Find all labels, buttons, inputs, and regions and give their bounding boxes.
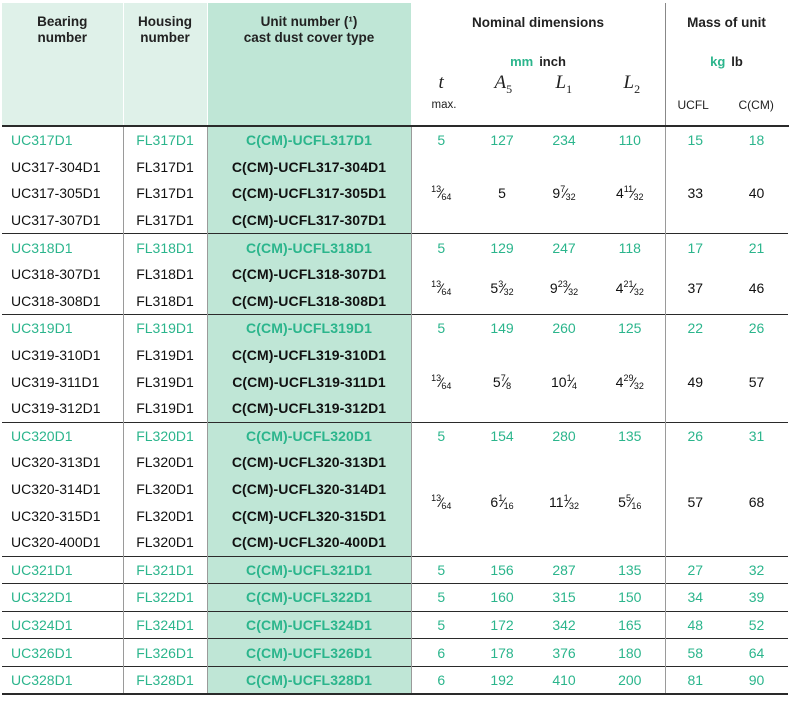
unit-number-cell: C(CM)-UCFL320-315D1 xyxy=(207,502,411,529)
symbol-t: t xyxy=(438,72,444,93)
bearing-number-cell: UC320-313D1 xyxy=(11,454,101,471)
fraction-value: $^{13}$⁄64 xyxy=(431,278,452,297)
table-row xyxy=(2,342,788,369)
bearing-number-cell: UC324D1 xyxy=(2,611,123,639)
symbol-l1: $L_1$ xyxy=(555,72,573,96)
housing-number-cell: FL319D1 xyxy=(123,315,207,342)
dim-l1-cell-inch xyxy=(533,154,595,234)
unit-number-cell: C(CM)-UCFL319-312D1 xyxy=(207,395,411,422)
housing-number-cell: FL317D1 xyxy=(123,180,207,207)
mass-ucfl-cell: 17 xyxy=(665,234,725,261)
dim-l1-cell: 280 xyxy=(533,422,595,449)
dim-a5-cell: 160 xyxy=(471,584,533,612)
mass-ucfl-cell: 34 xyxy=(665,584,725,612)
unit-number-cell: C(CM)-UCFL319-310D1 xyxy=(207,342,411,369)
unit-number-cell: C(CM)-UCFL322D1 xyxy=(207,584,411,612)
dim-a5-cell: 156 xyxy=(471,556,533,584)
fraction-value: 9$^7$⁄32 xyxy=(552,184,576,203)
housing-number-cell: FL317D1 xyxy=(123,126,207,154)
mass-ccm-cell-inch: 68 xyxy=(748,494,765,511)
mass-ucfl-cell: 81 xyxy=(665,666,725,694)
mass-ucfl-cell-inch: 57 xyxy=(665,449,725,556)
mass-ucfl-cell: 22 xyxy=(665,315,725,342)
fraction-value: 4$^{29}$⁄32 xyxy=(615,372,644,391)
mass-ccm-cell: 52 xyxy=(725,611,788,639)
dim-a5-cell: 178 xyxy=(471,639,533,667)
dim-l1-cell: 376 xyxy=(533,639,595,667)
table-row xyxy=(2,611,788,639)
dim-l1-cell: 315 xyxy=(533,584,595,612)
unit-number-cell: C(CM)-UCFL319-311D1 xyxy=(207,368,411,395)
bearing-number-cell: UC326D1 xyxy=(2,639,123,667)
table-row xyxy=(2,154,788,181)
bearing-number-cell: UC317-307D1 xyxy=(11,212,101,229)
dim-a5-cell: 192 xyxy=(471,666,533,694)
table-row xyxy=(2,315,788,342)
unit-number-cell: C(CM)-UCFL317-307D1 xyxy=(207,207,411,234)
unit-number-cell: C(CM)-UCFL326D1 xyxy=(207,639,411,667)
header-row xyxy=(2,3,788,126)
housing-number-cell: FL317D1 xyxy=(123,154,207,181)
dim-l1-cell: 287 xyxy=(533,556,595,584)
mass-ucfl-cell-inch: 33 xyxy=(665,154,725,234)
housing-number-cell: FL320D1 xyxy=(123,502,207,529)
dim-t-cell: 5 xyxy=(411,584,471,612)
mass-ccm-cell: 64 xyxy=(725,639,788,667)
dim-l1-cell-inch xyxy=(533,342,595,422)
mass-ccm-cell: 18 xyxy=(725,126,788,154)
bearing-number-cell: UC328D1 xyxy=(2,666,123,694)
dim-l2-cell-inch xyxy=(595,342,665,422)
housing-number-cell: FL322D1 xyxy=(123,584,207,612)
housing-number-cell: FL326D1 xyxy=(123,639,207,667)
unit-number-cell: C(CM)-UCFL320D1 xyxy=(207,422,411,449)
dim-l1-cell: 234 xyxy=(533,126,595,154)
dim-l1-cell-inch xyxy=(533,449,595,556)
mass-ccm-cell-inch: 40 xyxy=(748,185,765,202)
mass-units xyxy=(666,54,788,70)
unit-mm: mm xyxy=(510,54,534,69)
unit-number-cell: C(CM)-UCFL318-307D1 xyxy=(207,261,411,288)
housing-number-cell: FL320D1 xyxy=(123,422,207,449)
dim-a5-cell: 149 xyxy=(471,315,533,342)
header-unit-number: Unit number (¹) cast dust cover type xyxy=(207,3,411,126)
symbol-t-max: max. xyxy=(431,99,457,111)
dim-t-cell: 5 xyxy=(411,126,471,154)
mass-ucfl-cell: 48 xyxy=(665,611,725,639)
fraction-value: 5$^7$⁄8 xyxy=(492,372,512,391)
mass-ccm-cell: 31 xyxy=(725,422,788,449)
dim-l2-cell: 200 xyxy=(595,666,665,694)
dim-l2-cell-inch xyxy=(595,261,665,315)
bearing-number-cell: UC320D1 xyxy=(2,422,123,449)
unit-lb: lb xyxy=(731,54,743,69)
symbol-l2: $L_2$ xyxy=(623,72,641,96)
mass-ucfl-cell-inch: 49 xyxy=(665,342,725,422)
dim-l2-cell: 125 xyxy=(595,315,665,342)
fraction-value: 6$^1$⁄16 xyxy=(490,493,514,512)
fraction-value: 5$^3$⁄32 xyxy=(490,278,514,297)
mass-col-ccm: C(CM) xyxy=(738,98,774,112)
table-row xyxy=(2,666,788,694)
bearing-number-cell: UC319-310D1 xyxy=(11,347,101,364)
housing-number-cell: FL328D1 xyxy=(123,666,207,694)
housing-number-cell: FL318D1 xyxy=(123,261,207,288)
dim-t-cell-inch xyxy=(411,261,471,315)
unit-number-cell: C(CM)-UCFL324D1 xyxy=(207,611,411,639)
dim-a5-cell: 129 xyxy=(471,234,533,261)
dim-t-cell: 5 xyxy=(411,234,471,261)
dim-a5-cell-inch xyxy=(471,342,533,422)
housing-number-cell: FL320D1 xyxy=(123,449,207,476)
dim-t-cell: 5 xyxy=(411,422,471,449)
unit-number-cell: C(CM)-UCFL320-314D1 xyxy=(207,476,411,503)
dim-a5-cell-inch xyxy=(471,154,533,234)
mass-ucfl-cell: 26 xyxy=(665,422,725,449)
housing-number-cell: FL319D1 xyxy=(123,368,207,395)
mass-ucfl-cell-inch: 37 xyxy=(665,261,725,315)
housing-number-cell: FL321D1 xyxy=(123,556,207,584)
dim-t-cell: 5 xyxy=(411,315,471,342)
table-row xyxy=(2,639,788,667)
bearing-number-cell: UC320-314D1 xyxy=(11,481,101,498)
housing-number-cell: FL319D1 xyxy=(123,342,207,369)
unit-number-cell: C(CM)-UCFL318-308D1 xyxy=(207,288,411,315)
dim-l1-cell: 260 xyxy=(533,315,595,342)
mass-ccm-cell: 26 xyxy=(725,315,788,342)
table-row xyxy=(2,261,788,288)
nominal-dimensions-title: Nominal dimensions xyxy=(471,15,605,30)
bearing-number-cell: UC320-400D1 xyxy=(11,534,101,551)
dim-l1-cell: 247 xyxy=(533,234,595,261)
fraction-value: $^{13}$⁄64 xyxy=(431,372,452,391)
housing-number-cell: FL318D1 xyxy=(123,234,207,261)
fraction-value: 11$^1$⁄32 xyxy=(549,493,579,512)
mass-ccm-cell-inch: 57 xyxy=(748,373,765,390)
mass-ucfl-cell: 27 xyxy=(665,556,725,584)
mass-ccm-cell: 21 xyxy=(725,234,788,261)
bearing-number-cell: UC322D1 xyxy=(2,584,123,612)
unit-number-cell: C(CM)-UCFL317D1 xyxy=(207,126,411,154)
mass-ccm-cell: 90 xyxy=(725,666,788,694)
dim-l1-cell-inch xyxy=(533,261,595,315)
fraction-value: 9$^{23}$⁄32 xyxy=(549,278,579,297)
fraction-value: 5 xyxy=(498,185,506,202)
fraction-value: 10$^1$⁄4 xyxy=(551,372,577,391)
unit-number-cell: C(CM)-UCFL321D1 xyxy=(207,556,411,584)
bearing-number-cell: UC317-304D1 xyxy=(11,158,101,175)
dim-a5-cell-inch xyxy=(471,261,533,315)
unit-number-cell: C(CM)-UCFL317-304D1 xyxy=(207,154,411,181)
table-row xyxy=(2,422,788,449)
bearing-number-cell: UC319-312D1 xyxy=(11,400,101,417)
fraction-value: $^{13}$⁄64 xyxy=(431,184,452,203)
fraction-value: 5$^5$⁄16 xyxy=(618,493,642,512)
dim-l2-cell: 110 xyxy=(595,126,665,154)
header-bearing-number: Bearing number xyxy=(2,3,123,126)
dim-t-cell: 5 xyxy=(411,556,471,584)
dim-l2-cell: 135 xyxy=(595,422,665,449)
table-row xyxy=(2,449,788,476)
fraction-value: 4$^{11}$⁄32 xyxy=(616,184,644,203)
dim-a5-cell: 172 xyxy=(471,611,533,639)
dim-l2-cell: 165 xyxy=(595,611,665,639)
dim-t-cell-inch xyxy=(411,154,471,234)
dim-t-cell: 5 xyxy=(411,611,471,639)
bearing-number-cell: UC320-315D1 xyxy=(11,507,101,524)
housing-number-cell: FL319D1 xyxy=(123,395,207,422)
bearing-number-cell: UC319-311D1 xyxy=(11,373,100,390)
header-mass-of-unit xyxy=(665,3,788,126)
dim-l1-cell: 410 xyxy=(533,666,595,694)
dimension-units xyxy=(412,54,665,70)
housing-number-cell: FL324D1 xyxy=(123,611,207,639)
bearing-number-cell: UC317-305D1 xyxy=(11,185,101,202)
fraction-value: 4$^{21}$⁄32 xyxy=(615,278,644,297)
table-row xyxy=(2,556,788,584)
bearing-number-cell: UC318-308D1 xyxy=(11,292,101,309)
mass-ccm-cell: 32 xyxy=(725,556,788,584)
unit-number-cell: C(CM)-UCFL317-305D1 xyxy=(207,180,411,207)
mass-ucfl-cell: 58 xyxy=(665,639,725,667)
unit-number-cell: C(CM)-UCFL319D1 xyxy=(207,315,411,342)
dim-a5-cell: 154 xyxy=(471,422,533,449)
housing-number-cell: FL320D1 xyxy=(123,476,207,503)
dim-t-cell: 6 xyxy=(411,666,471,694)
bearing-number-cell: UC317D1 xyxy=(2,126,123,154)
dim-a5-cell: 127 xyxy=(471,126,533,154)
dim-l2-cell: 135 xyxy=(595,556,665,584)
housing-number-cell: FL317D1 xyxy=(123,207,207,234)
mass-of-unit-title: Mass of unit xyxy=(687,15,766,30)
mass-ccm-cell-inch: 46 xyxy=(748,279,765,296)
dim-l2-cell: 118 xyxy=(595,234,665,261)
table-row xyxy=(2,126,788,154)
dim-a5-cell-inch xyxy=(471,449,533,556)
unit-number-cell: C(CM)-UCFL320-313D1 xyxy=(207,449,411,476)
table-row xyxy=(2,234,788,261)
unit-number-cell: C(CM)-UCFL328D1 xyxy=(207,666,411,694)
bearing-number-cell: UC318D1 xyxy=(2,234,123,261)
unit-dimensions-table xyxy=(2,3,789,695)
table-row xyxy=(2,584,788,612)
dim-l2-cell-inch xyxy=(595,154,665,234)
unit-kg: kg xyxy=(710,54,726,69)
mass-ucfl-cell: 15 xyxy=(665,126,725,154)
dim-l2-cell: 180 xyxy=(595,639,665,667)
unit-inch: inch xyxy=(539,54,566,69)
bearing-number-cell: UC319D1 xyxy=(2,315,123,342)
unit-number-cell: C(CM)-UCFL320-400D1 xyxy=(207,529,411,556)
bearing-number-cell: UC318-307D1 xyxy=(11,266,101,283)
unit-number-cell: C(CM)-UCFL318D1 xyxy=(207,234,411,261)
header-housing-number: Housing number xyxy=(123,3,207,126)
dim-t-cell-inch xyxy=(411,449,471,556)
fraction-value: $^{13}$⁄64 xyxy=(431,493,452,512)
housing-number-cell: FL318D1 xyxy=(123,288,207,315)
symbol-a5: $A_5$ xyxy=(494,72,513,96)
header-nominal-dimensions xyxy=(411,3,665,126)
dim-t-cell: 6 xyxy=(411,639,471,667)
bearing-number-cell: UC321D1 xyxy=(2,556,123,584)
mass-col-ucfl: UCFL xyxy=(677,98,709,112)
dim-l2-cell-inch xyxy=(595,449,665,556)
mass-ccm-cell: 39 xyxy=(725,584,788,612)
dim-t-cell-inch xyxy=(411,342,471,422)
dim-l2-cell: 150 xyxy=(595,584,665,612)
dim-l1-cell: 342 xyxy=(533,611,595,639)
housing-number-cell: FL320D1 xyxy=(123,529,207,556)
